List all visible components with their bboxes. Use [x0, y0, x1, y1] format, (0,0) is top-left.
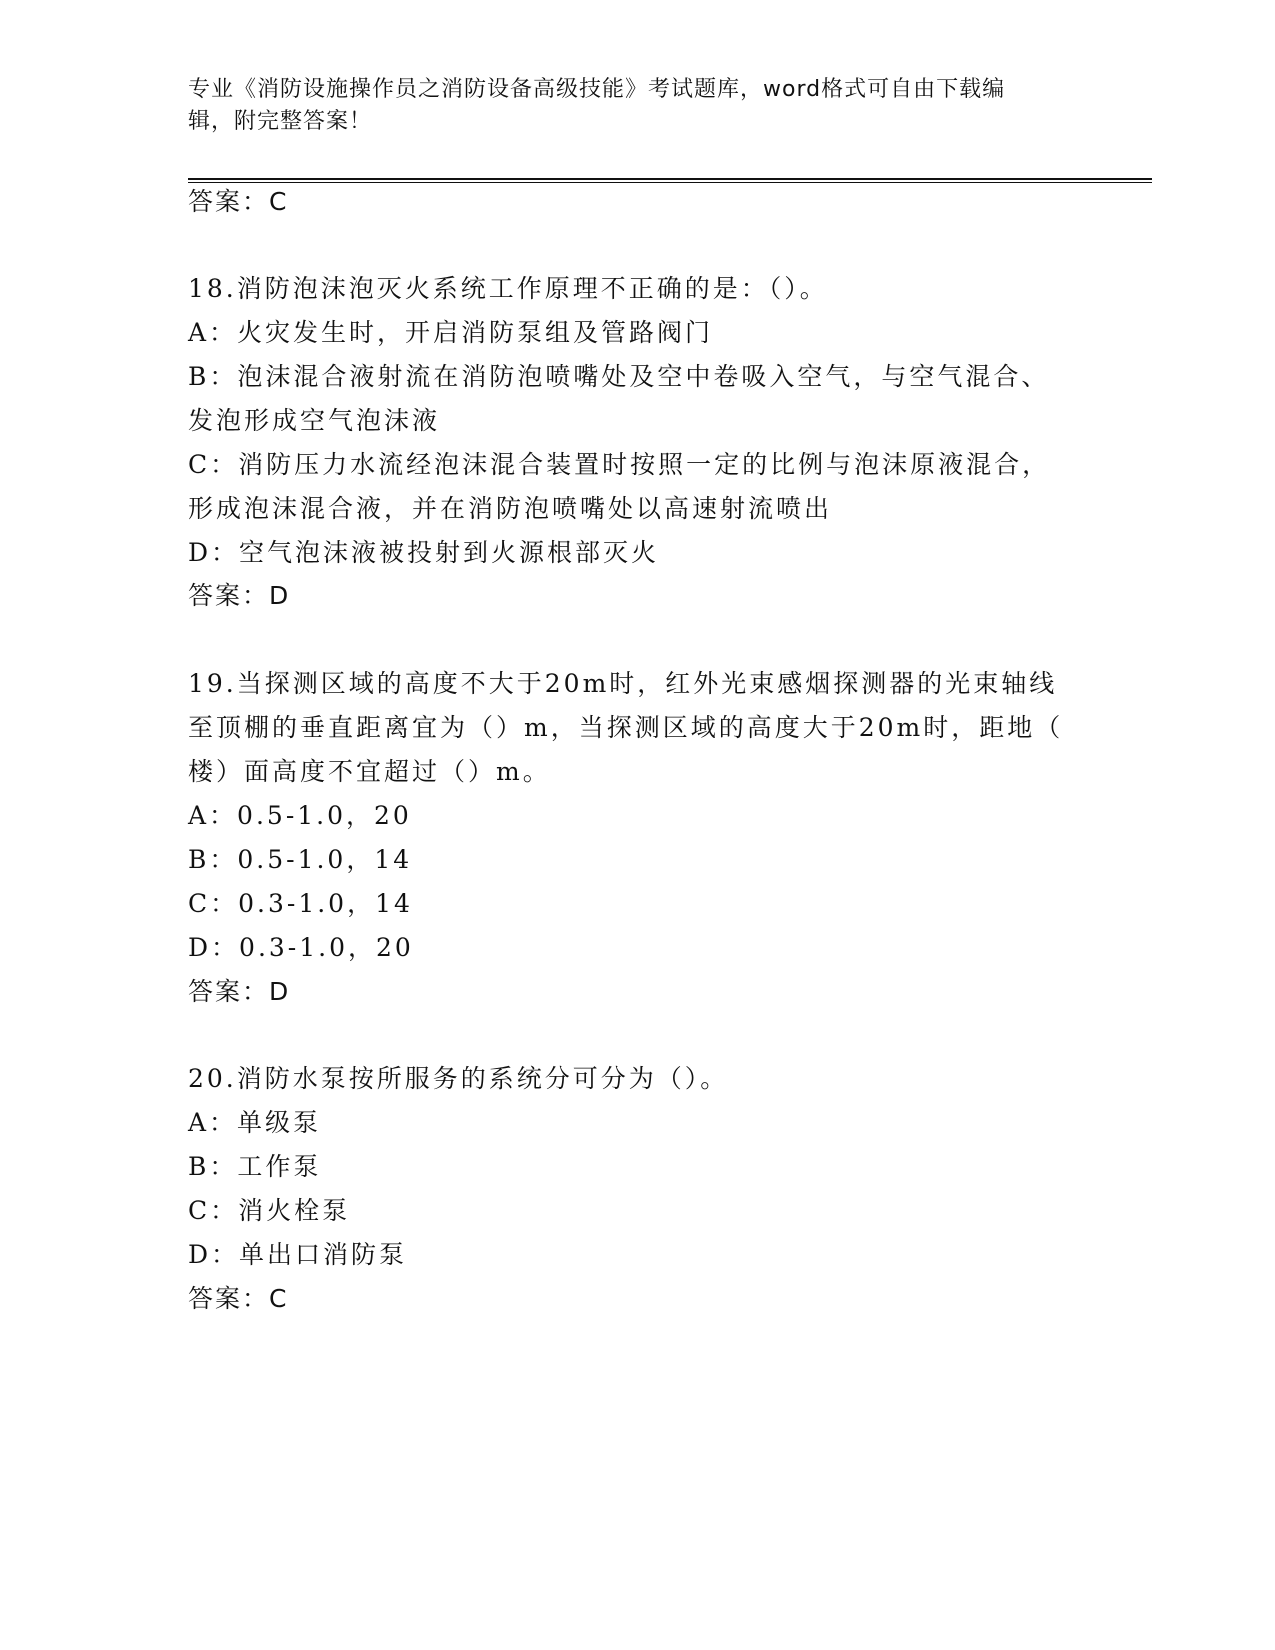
question-18-option-d: D：空气泡沫液被投射到火源根部灭火: [188, 538, 660, 567]
question-20-answer: 答案：C: [188, 1284, 289, 1313]
question-19-option-d: D：0.3-1.0，20: [188, 933, 414, 962]
question-18-option-a: A：火灾发生时，开启消防泵组及管路阀门: [188, 318, 714, 347]
question-20-stem: 20.消防水泵按所服务的系统分可分为（）。: [188, 1064, 729, 1093]
question-20-option-a: A：单级泵: [188, 1108, 322, 1137]
header-line-2: 辑，附完整答案！: [188, 109, 373, 134]
page-header: [188, 74, 1088, 138]
question-19-option-b: B：0.5-1.0，14: [188, 845, 413, 874]
question-20-option-b: B：工作泵: [188, 1152, 322, 1181]
question-19-answer: 答案：D: [188, 977, 291, 1006]
question-20-option-c: C：消火栓泵: [188, 1196, 351, 1225]
previous-answer: 答案：C: [188, 187, 289, 216]
question-19-stem-3: 楼）面高度不宜超过（）m。: [188, 757, 551, 786]
header-line-1: 专业《消防设施操作员之消防设备高级技能》考试题库，word格式可自由下载编: [188, 77, 1006, 102]
question-18-answer: 答案：D: [188, 581, 291, 610]
question-18-option-c: C：消防压力水流经泡沫混合装置时按照一定的比例与泡沫原液混合，: [188, 450, 1051, 479]
question-19-stem-2: 至顶棚的垂直距离宜为（）m，当探测区域的高度大于20m时，距地（: [188, 713, 1064, 742]
question-18-option-b: B：泡沫混合液射流在消防泡喷嘴处及空中卷吸入空气，与空气混合、: [188, 362, 1050, 391]
question-18-option-b-cont: 发泡形成空气泡沫液: [188, 406, 441, 435]
question-18-stem: 18.消防泡沫泡灭火系统工作原理不正确的是：（）。: [188, 274, 828, 303]
question-19-stem-1: 19.当探测区域的高度不大于20m时，红外光束感烟探测器的光束轴线: [188, 669, 1058, 698]
question-19-option-a: A：0.5-1.0，20: [188, 801, 412, 830]
question-20-option-d: D：单出口消防泵: [188, 1240, 408, 1269]
header-rule-thick: [188, 178, 1152, 180]
question-18-option-c-cont: 形成泡沫混合液，并在消防泡喷嘴处以高速射流喷出: [188, 494, 833, 523]
header-rule-thin: [188, 182, 1152, 183]
question-19-option-c: C：0.3-1.0，14: [188, 889, 413, 918]
